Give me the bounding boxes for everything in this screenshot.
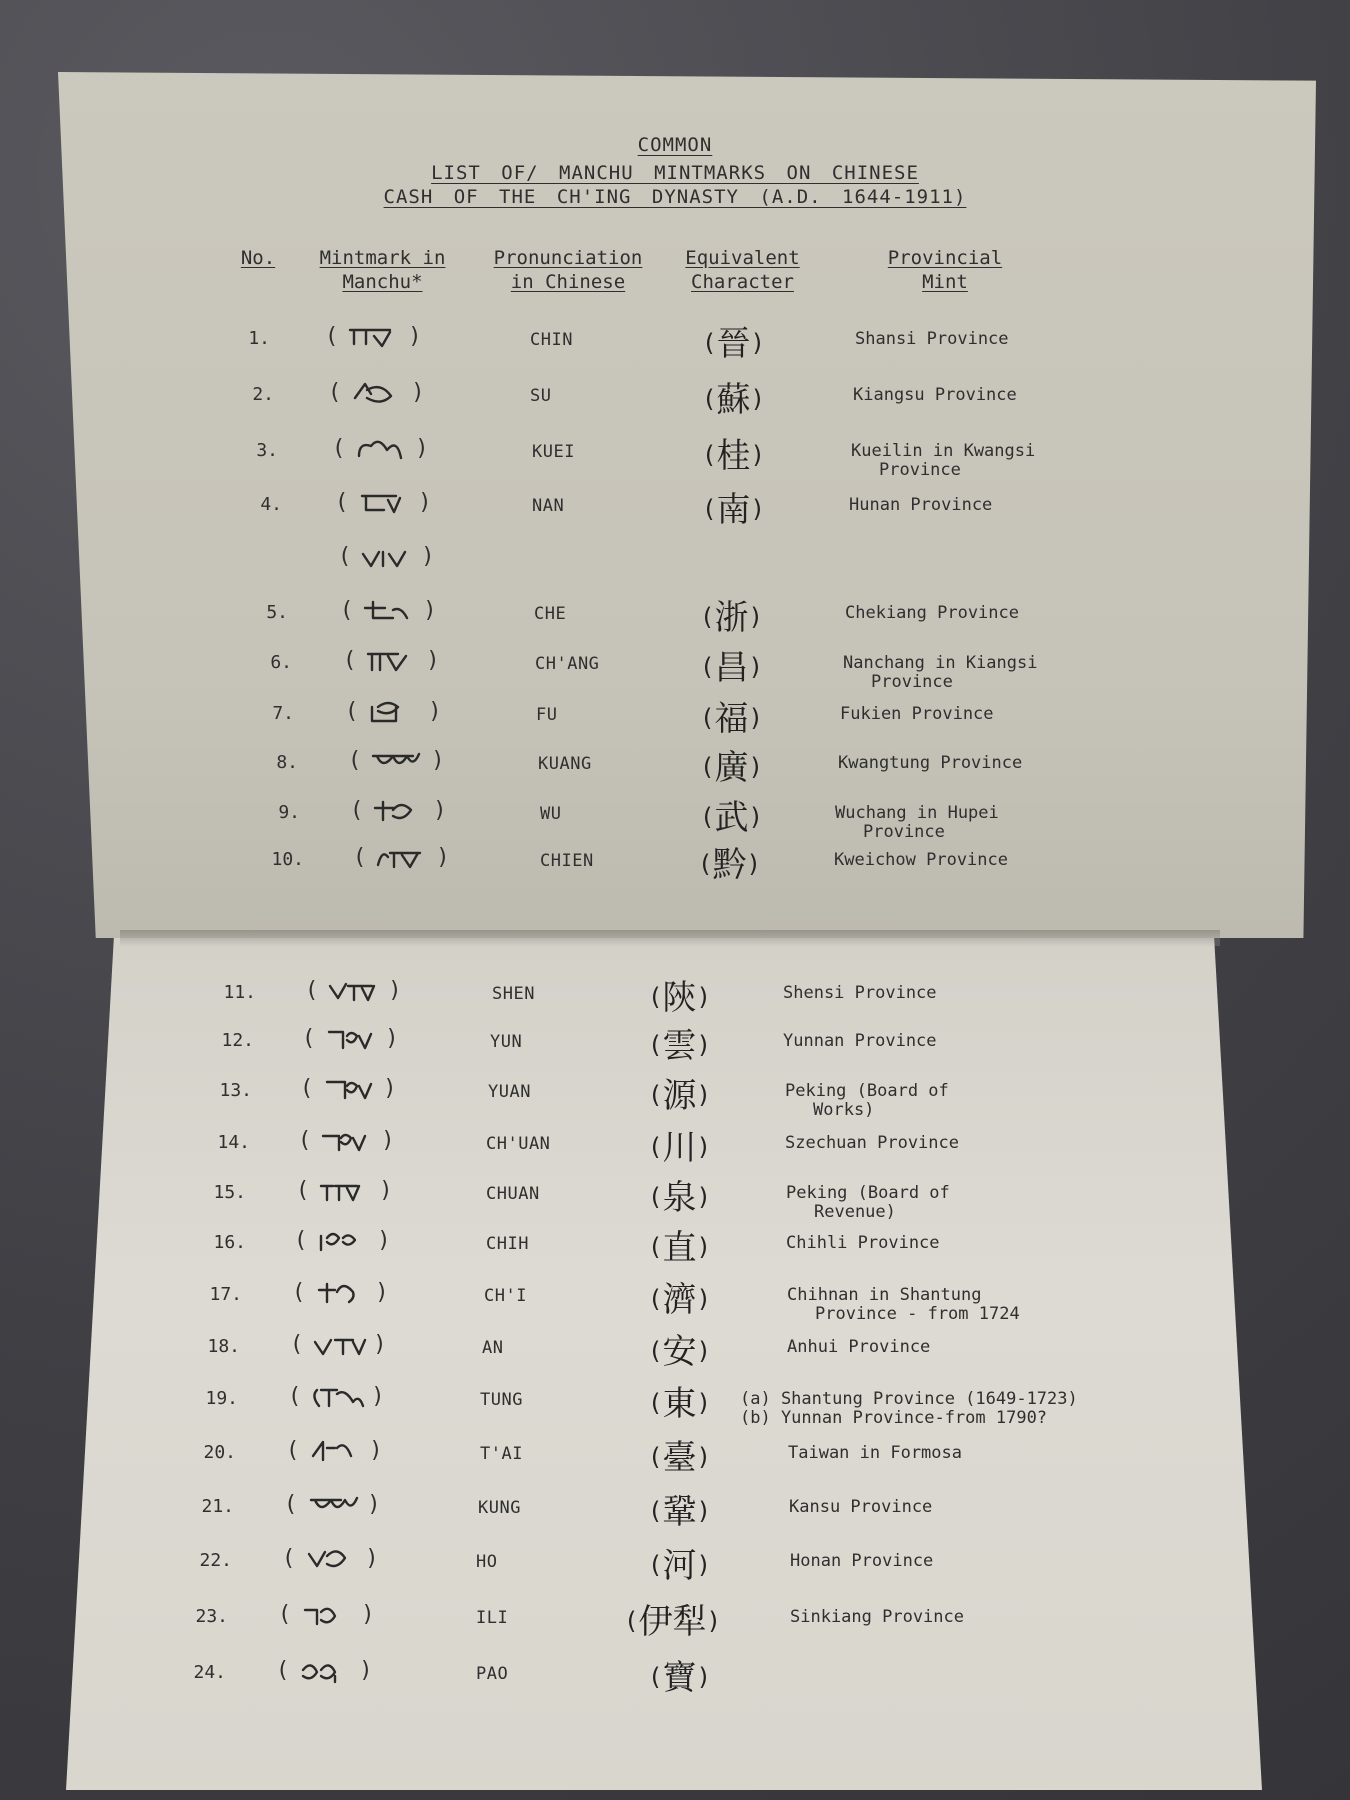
chinese-pronunciation: CH'I xyxy=(484,1286,527,1306)
manchu-mintmark: ( ) xyxy=(302,1024,399,1054)
chinese-pronunciation: YUAN xyxy=(488,1082,531,1102)
table-row xyxy=(0,1382,1350,1428)
chinese-pronunciation: T'AI xyxy=(480,1444,523,1464)
manchu-script-glyph xyxy=(303,1490,361,1520)
close-paren: ) xyxy=(750,329,765,357)
chinese-pronunciation: FU xyxy=(536,705,558,725)
provincial-mint xyxy=(851,442,1035,480)
hanzi: 廣 xyxy=(714,748,749,788)
manchu-script-glyph xyxy=(344,322,402,352)
chinese-pronunciation: AN xyxy=(482,1338,504,1358)
table-row xyxy=(0,1544,1350,1584)
mint-line-1: Honan Province xyxy=(790,1551,934,1571)
provincial-mint xyxy=(838,754,1022,773)
mint-line-1: (a) Shantung Province (1649-1723) xyxy=(740,1389,1078,1409)
manchu-mintmark: ( ) xyxy=(348,746,445,776)
mint-line-2: Province - from 1724 xyxy=(815,1304,1020,1324)
table-row xyxy=(0,596,1350,636)
manchu-script-glyph xyxy=(317,1126,375,1156)
equivalent-character xyxy=(648,1018,711,1067)
manchu-script-glyph xyxy=(364,697,422,727)
chinese-pronunciation: KUANG xyxy=(538,754,592,774)
row-number: 6. xyxy=(270,652,292,673)
row-number: 16. xyxy=(213,1232,246,1253)
chinese-pronunciation: KUNG xyxy=(478,1498,521,1518)
equivalent-character xyxy=(624,1594,721,1643)
manchu-mintmark: ( ) xyxy=(305,976,402,1006)
hanzi: 浙 xyxy=(714,598,749,638)
mint-line-1: Yunnan Province xyxy=(783,1031,937,1051)
hanzi: 晉 xyxy=(716,324,751,364)
provincial-mint xyxy=(855,330,1009,349)
mint-line-1: Peking (Board of xyxy=(786,1183,950,1203)
open-paren: ( xyxy=(648,1551,663,1579)
close-paren: ) xyxy=(696,1183,711,1211)
equivalent-character xyxy=(648,1120,711,1169)
row-number: 19. xyxy=(205,1388,238,1409)
open-paren: ( xyxy=(648,1389,663,1417)
hanzi: 黔 xyxy=(712,845,747,885)
equivalent-character xyxy=(648,1068,711,1117)
equivalent-character xyxy=(648,970,711,1019)
hanzi: 伊犁 xyxy=(638,1602,707,1642)
table-row xyxy=(0,542,1350,582)
manchu-script-glyph xyxy=(297,1600,355,1630)
table-row xyxy=(0,1074,1350,1120)
equivalent-character xyxy=(648,1220,711,1269)
row-number: 17. xyxy=(209,1284,242,1305)
close-paren: ) xyxy=(696,1443,711,1471)
open-paren: ( xyxy=(702,441,717,469)
manchu-script-glyph xyxy=(311,1278,369,1308)
manchu-mintmark: ( ) xyxy=(325,322,422,352)
manchu-script-glyph xyxy=(324,976,382,1006)
close-paren: ) xyxy=(706,1607,721,1635)
manchu-script-glyph xyxy=(357,542,415,572)
table-row xyxy=(0,646,1350,692)
manchu-mintmark: ( ) xyxy=(286,1436,383,1466)
chinese-pronunciation: YUN xyxy=(490,1032,523,1052)
table-row xyxy=(0,1126,1350,1166)
close-paren: ) xyxy=(696,1031,711,1059)
table-row xyxy=(0,1436,1350,1476)
mint-line-1: Kweichow Province xyxy=(834,850,1008,870)
provincial-mint xyxy=(790,1608,964,1627)
manchu-mintmark: ( ) xyxy=(296,1176,393,1206)
chinese-pronunciation: TUNG xyxy=(480,1390,523,1410)
row-number: 1. xyxy=(248,328,270,349)
equivalent-character xyxy=(702,316,765,365)
table-row xyxy=(0,796,1350,842)
title-line-2: CASH OF THE CH'ING DYNASTY (A.D. 1644-1911) xyxy=(383,186,967,208)
mint-line-1: Anhui Province xyxy=(787,1337,931,1357)
manchu-mintmark: ( ) xyxy=(288,1382,385,1412)
manchu-script-glyph xyxy=(313,1226,371,1256)
manchu-script-glyph xyxy=(307,1382,365,1412)
hanzi: 濟 xyxy=(662,1280,697,1320)
hanzi: 川 xyxy=(662,1128,697,1168)
row-number: 15. xyxy=(213,1182,246,1203)
equivalent-character xyxy=(648,1324,711,1373)
manchu-script-glyph xyxy=(362,646,420,676)
open-paren: ( xyxy=(702,385,717,413)
chinese-pronunciation: CHE xyxy=(534,604,567,624)
row-number: 22. xyxy=(199,1550,232,1571)
provincial-mint xyxy=(789,1498,932,1517)
manchu-script-glyph xyxy=(369,796,427,826)
open-paren: ( xyxy=(648,1133,663,1161)
open-paren: ( xyxy=(624,1607,639,1635)
table-row xyxy=(0,1176,1350,1222)
mint-line-1: Kwangtung Province xyxy=(838,753,1023,773)
chinese-pronunciation: CHIEN xyxy=(540,851,594,871)
hanzi: 昌 xyxy=(714,648,749,688)
manchu-script-glyph xyxy=(359,596,417,626)
table-row xyxy=(0,1330,1350,1370)
hanzi: 安 xyxy=(662,1332,697,1372)
chinese-pronunciation: NAN xyxy=(532,496,565,516)
row-number: 8. xyxy=(276,752,298,773)
equivalent-character xyxy=(648,1272,711,1321)
open-paren: ( xyxy=(700,753,715,781)
hanzi: 蘇 xyxy=(716,380,751,420)
close-paren: ) xyxy=(696,1081,711,1109)
chinese-pronunciation: ILI xyxy=(476,1608,509,1628)
close-paren: ) xyxy=(748,753,763,781)
chinese-pronunciation: CH'ANG xyxy=(535,654,600,674)
table-row xyxy=(0,1600,1350,1640)
row-number: 9. xyxy=(278,802,300,823)
open-paren: ( xyxy=(648,1183,663,1211)
row-number: 11. xyxy=(223,982,256,1003)
table-row xyxy=(0,378,1350,418)
close-paren: ) xyxy=(696,1551,711,1579)
hanzi: 雲 xyxy=(662,1026,697,1066)
mint-line-1: Kueilin in Kwangsi xyxy=(851,441,1036,461)
close-paren: ) xyxy=(748,803,763,831)
close-paren: ) xyxy=(748,653,763,681)
manchu-script-glyph xyxy=(295,1656,353,1686)
table-row xyxy=(0,322,1350,362)
row-number: 23. xyxy=(195,1606,228,1627)
manchu-script-glyph xyxy=(305,1436,363,1466)
manchu-mintmark: ( ) xyxy=(284,1490,381,1520)
mint-line-1: Shensi Province xyxy=(783,983,937,1003)
open-paren: ( xyxy=(648,1497,663,1525)
close-paren: ) xyxy=(750,441,765,469)
row-number: 24. xyxy=(193,1662,226,1683)
mint-line-1: Chihli Province xyxy=(786,1233,940,1253)
table-row xyxy=(0,976,1350,1016)
equivalent-character xyxy=(702,482,765,531)
manchu-mintmark: ( ) xyxy=(328,378,425,408)
open-paren: ( xyxy=(648,1443,663,1471)
title-line-1: LIST OF/ MANCHU MINTMARKS ON CHINESE xyxy=(431,162,919,184)
mint-line-1: Chihnan in Shantung xyxy=(787,1285,982,1305)
mint-line-2: Province xyxy=(879,460,961,480)
close-paren: ) xyxy=(696,1133,711,1161)
manchu-mintmark: ( ) xyxy=(353,843,450,873)
provincial-mint xyxy=(786,1234,940,1253)
provincial-mint xyxy=(785,1082,949,1120)
open-paren: ( xyxy=(648,1285,663,1313)
provincial-mint xyxy=(790,1552,933,1571)
manchu-mintmark: ( ) xyxy=(335,488,432,518)
close-paren: ) xyxy=(748,603,763,631)
open-paren: ( xyxy=(702,329,717,357)
equivalent-character xyxy=(648,1430,711,1479)
open-paren: ( xyxy=(700,603,715,631)
mint-line-2: Revenue) xyxy=(814,1202,896,1222)
table-row xyxy=(0,488,1350,528)
table-row xyxy=(0,1024,1350,1064)
provincial-mint xyxy=(783,1032,937,1051)
mint-line-1: Taiwan in Formosa xyxy=(788,1443,962,1463)
close-paren: ) xyxy=(696,1233,711,1261)
chinese-pronunciation: KUEI xyxy=(532,442,575,462)
manchu-mintmark: ( ) xyxy=(298,1126,395,1156)
manchu-mintmark: ( ) xyxy=(300,1074,397,1104)
manchu-mintmark: ( ) xyxy=(292,1278,389,1308)
provincial-mint xyxy=(785,1134,959,1153)
row-number: 7. xyxy=(272,703,294,724)
manchu-mintmark: ( ) xyxy=(290,1330,387,1360)
provincial-mint xyxy=(834,851,1008,870)
equivalent-character xyxy=(648,1538,711,1587)
manchu-mintmark: ( ) xyxy=(350,796,447,826)
title-line-0: COMMON xyxy=(637,134,713,156)
mint-line-1: Sinkiang Province xyxy=(790,1607,964,1627)
equivalent-character xyxy=(648,1484,711,1533)
hanzi: 河 xyxy=(662,1546,697,1586)
chinese-pronunciation: CHIN xyxy=(530,330,573,350)
hanzi: 直 xyxy=(662,1228,697,1268)
table-row xyxy=(0,1656,1350,1696)
close-paren: ) xyxy=(696,1389,711,1417)
hanzi: 東 xyxy=(662,1384,697,1424)
equivalent-character xyxy=(702,372,765,421)
provincial-mint xyxy=(849,496,992,515)
close-paren: ) xyxy=(696,1285,711,1313)
open-paren: ( xyxy=(700,653,715,681)
header-provincial-mint: Provincial Mint xyxy=(887,247,1003,293)
provincial-mint xyxy=(788,1444,962,1463)
chinese-pronunciation: PAO xyxy=(476,1664,509,1684)
close-paren: ) xyxy=(696,983,711,1011)
manchu-script-glyph xyxy=(351,434,409,464)
row-number: 5. xyxy=(266,602,288,623)
open-paren: ( xyxy=(648,983,663,1011)
manchu-mintmark: ( ) xyxy=(276,1656,373,1686)
open-paren: ( xyxy=(700,803,715,831)
manchu-script-glyph xyxy=(315,1176,373,1206)
hanzi: 桂 xyxy=(716,436,751,476)
manchu-script-glyph xyxy=(309,1330,367,1360)
table-row xyxy=(0,746,1350,786)
open-paren: ( xyxy=(648,1081,663,1109)
hanzi: 泉 xyxy=(662,1178,697,1218)
provincial-mint xyxy=(787,1286,1020,1324)
equivalent-character xyxy=(648,1650,711,1699)
chinese-pronunciation: SHEN xyxy=(492,984,535,1004)
mint-line-1: Kiangsu Province xyxy=(853,385,1017,405)
header-pronunciation: Pronunciation in Chinese xyxy=(493,247,643,293)
hanzi: 寶 xyxy=(662,1658,697,1698)
mint-line-2: Province xyxy=(871,672,953,692)
equivalent-character xyxy=(648,1170,711,1219)
provincial-mint xyxy=(840,705,994,724)
header-no: No. xyxy=(240,247,276,269)
hanzi: 臺 xyxy=(662,1438,697,1478)
mint-line-1: Hunan Province xyxy=(849,495,993,515)
row-number: 2. xyxy=(252,384,274,405)
open-paren: ( xyxy=(702,495,717,523)
manchu-script-glyph xyxy=(301,1544,359,1574)
hanzi: 南 xyxy=(716,490,751,530)
hanzi: 鞏 xyxy=(662,1492,697,1532)
equivalent-character xyxy=(700,640,763,689)
mint-line-1: Chekiang Province xyxy=(845,603,1019,623)
mint-line-1: Fukien Province xyxy=(840,704,994,724)
provincial-mint xyxy=(786,1184,950,1222)
row-number: 3. xyxy=(256,440,278,461)
close-paren: ) xyxy=(748,704,763,732)
open-paren: ( xyxy=(648,1233,663,1261)
provincial-mint xyxy=(853,386,1017,405)
equivalent-character xyxy=(698,837,761,886)
open-paren: ( xyxy=(648,1337,663,1365)
manchu-mintmark: ( ) xyxy=(338,542,435,572)
table-row xyxy=(0,843,1350,883)
open-paren: ( xyxy=(700,704,715,732)
row-number: 14. xyxy=(217,1132,250,1153)
mint-line-1: Peking (Board of xyxy=(785,1081,949,1101)
mint-line-2: (b) Yunnan Province-from 1790? xyxy=(740,1408,1048,1428)
equivalent-character xyxy=(700,590,763,639)
page-fold xyxy=(120,930,1220,946)
close-paren: ) xyxy=(746,850,761,878)
row-number: 20. xyxy=(203,1442,236,1463)
manchu-script-glyph xyxy=(347,378,405,408)
close-paren: ) xyxy=(750,385,765,413)
table-row xyxy=(0,1490,1350,1530)
hanzi: 源 xyxy=(662,1076,697,1116)
manchu-mintmark: ( ) xyxy=(278,1600,375,1630)
row-number: 13. xyxy=(219,1080,252,1101)
header-equivalent: Equivalent Character xyxy=(685,247,800,293)
table-row xyxy=(0,1278,1350,1324)
equivalent-character xyxy=(700,740,763,789)
chinese-pronunciation: HO xyxy=(476,1552,498,1572)
table-row xyxy=(0,434,1350,480)
open-paren: ( xyxy=(698,850,713,878)
chinese-pronunciation: SU xyxy=(530,386,552,406)
manchu-script-glyph xyxy=(321,1024,379,1054)
close-paren: ) xyxy=(696,1497,711,1525)
manchu-script-glyph xyxy=(367,746,425,776)
manchu-mintmark: ( ) xyxy=(332,434,429,464)
row-number: 10. xyxy=(271,849,304,870)
close-paren: ) xyxy=(696,1663,711,1691)
mint-line-1: Wuchang in Hupei xyxy=(835,803,999,823)
manchu-script-glyph xyxy=(372,843,430,873)
manchu-mintmark: ( ) xyxy=(340,596,437,626)
chinese-pronunciation: CH'UAN xyxy=(486,1134,551,1154)
row-number: 12. xyxy=(221,1030,254,1051)
manchu-mintmark: ( ) xyxy=(282,1544,379,1574)
hanzi: 武 xyxy=(714,798,749,838)
equivalent-character xyxy=(648,1376,711,1425)
row-number: 18. xyxy=(207,1336,240,1357)
chinese-pronunciation: CHIH xyxy=(486,1234,529,1254)
provincial-mint xyxy=(787,1338,930,1357)
mint-line-1: Kansu Province xyxy=(789,1497,933,1517)
chinese-pronunciation: CHUAN xyxy=(486,1184,540,1204)
manchu-script-glyph xyxy=(319,1074,377,1104)
table-row xyxy=(0,1226,1350,1266)
table-row xyxy=(0,697,1350,737)
mint-line-1: Shansi Province xyxy=(855,329,1009,349)
open-paren: ( xyxy=(648,1031,663,1059)
manchu-mintmark: ( ) xyxy=(343,646,440,676)
open-paren: ( xyxy=(648,1663,663,1691)
provincial-mint xyxy=(740,1390,1078,1428)
close-paren: ) xyxy=(696,1337,711,1365)
equivalent-character xyxy=(700,691,763,740)
hanzi: 福 xyxy=(714,699,749,739)
provincial-mint xyxy=(843,654,1037,692)
equivalent-character xyxy=(700,790,763,839)
chinese-pronunciation: WU xyxy=(540,804,562,824)
manchu-mintmark: ( ) xyxy=(345,697,442,727)
hanzi: 陝 xyxy=(662,978,697,1018)
equivalent-character xyxy=(702,428,765,477)
provincial-mint xyxy=(835,804,999,842)
mint-line-1: Szechuan Province xyxy=(785,1133,959,1153)
header-mintmark: Mintmark in Manchu* xyxy=(319,247,446,293)
close-paren: ) xyxy=(750,495,765,523)
mint-line-2: Province xyxy=(863,822,945,842)
manchu-mintmark: ( ) xyxy=(294,1226,391,1256)
provincial-mint xyxy=(845,604,1019,623)
mint-line-1: Nanchang in Kiangsi xyxy=(843,653,1038,673)
manchu-script-glyph xyxy=(354,488,412,518)
provincial-mint xyxy=(783,984,937,1003)
mint-line-2: Works) xyxy=(813,1100,875,1120)
row-number: 21. xyxy=(201,1496,234,1517)
row-number: 4. xyxy=(260,494,282,515)
